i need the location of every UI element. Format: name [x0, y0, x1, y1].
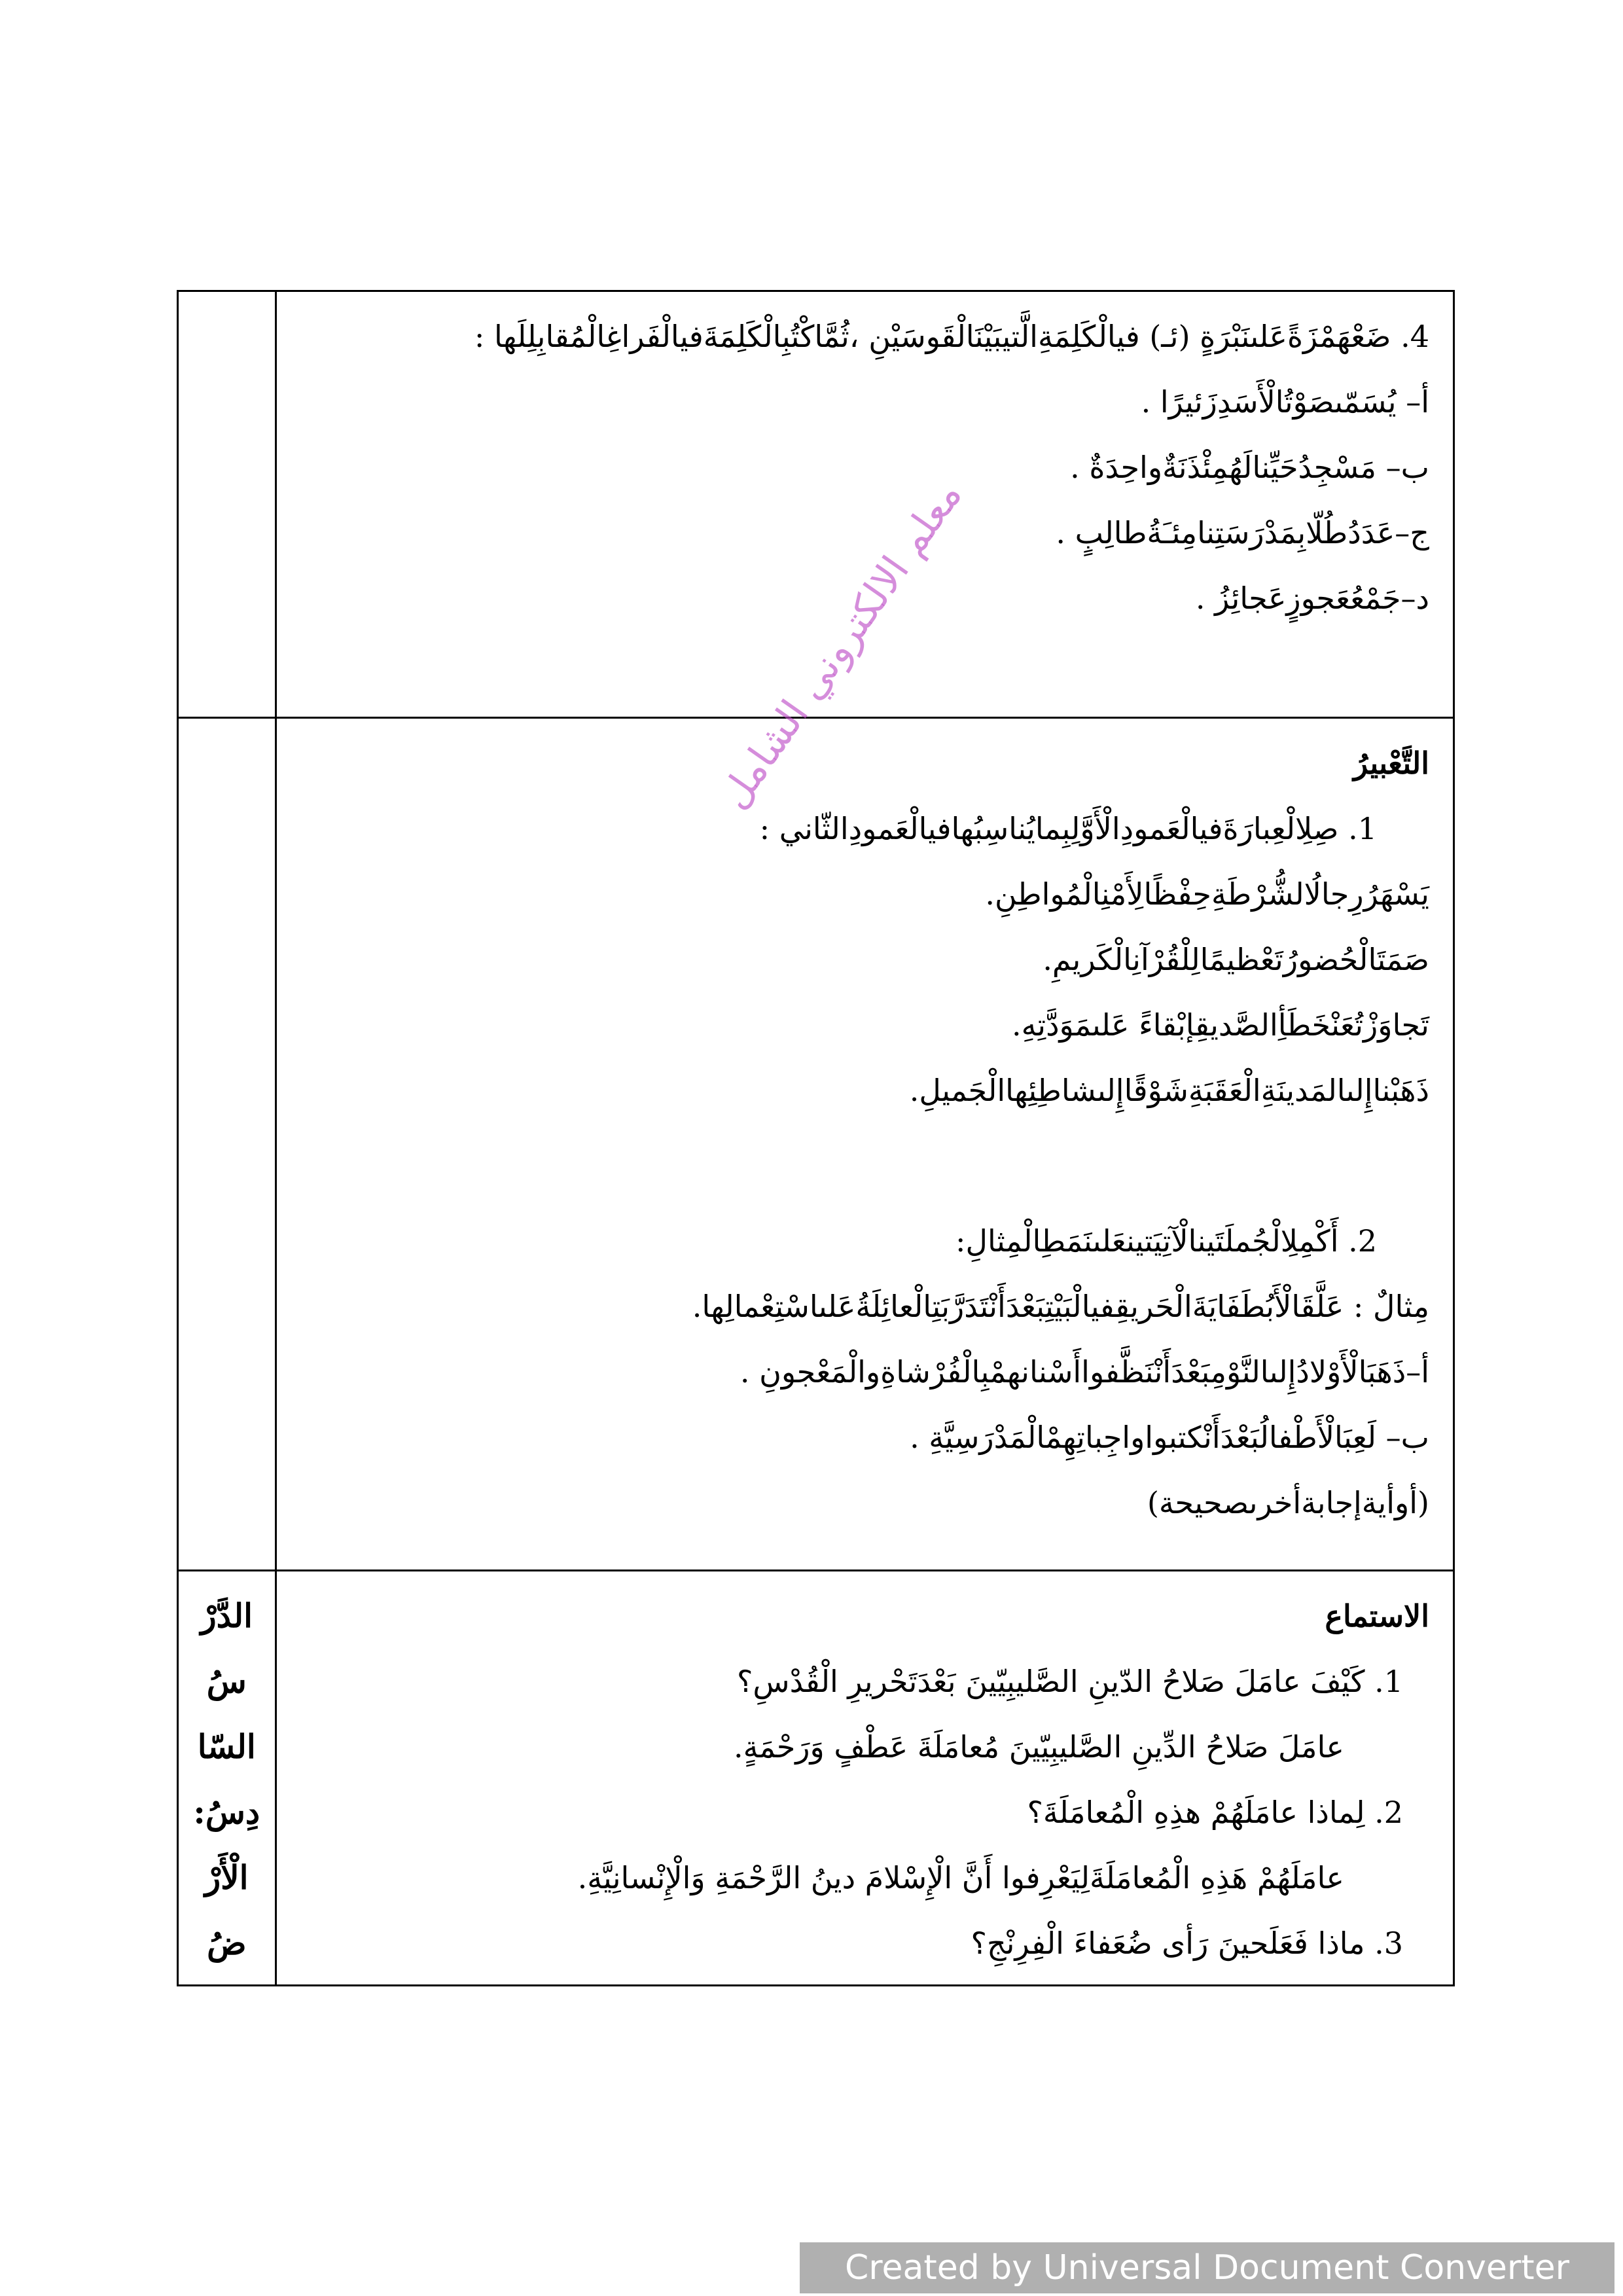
listening-question-1: 1. كَيْفَ عامَلَ صَلاحُ الدّينِ الصَّليبِيّينَ بَعْدَتَحْريرِ الْقُدْسِ؟	[737, 1664, 1403, 1699]
section-hamza-side	[178, 291, 276, 718]
hamza-item-a: أ– يُسَمّىصَوْتُالْأَسَدِزَئيرًا .	[1141, 384, 1429, 420]
lesson-label-part: الدَّرْ	[200, 1596, 253, 1635]
hamza-item-c: ج–عَدَدُطُلّابِمَدْرَسَتِنامِئـَةُطالِبٍ .	[1056, 515, 1429, 550]
matching-item: يَسْهَرُرِجالُالشُّرْطَةِحِفْظًالِأَمْنِالْمُواطِنِ.	[985, 876, 1429, 912]
section-expression-row	[178, 718, 1454, 1571]
watermark-text: معلم الالكتروني الشامل	[711, 473, 971, 817]
listening-title: الاستماع	[1325, 1598, 1429, 1634]
completion-item-b: ب– لَعِبَالْأَطْفالُبَعْدَأَنْكتبواواجِباتِهِمْالْمَدْرَسِيَّةِ .	[910, 1420, 1429, 1455]
hamza-item-b: ب– مَسْجِدُحَيِّنالَهُمِئْذَنَةٌواحِدَةٌ .	[1070, 450, 1429, 485]
listening-answer-1: عامَلَ صَلاحُ الدِّينِ الصَّليبِيّينَ مُعامَلَةَ عَطْفٍ وَرَحْمَةٍ.	[733, 1729, 1344, 1765]
section-hamza-cell	[276, 291, 1454, 718]
lesson-label-part: سُ	[206, 1662, 247, 1700]
worksheet-table	[177, 290, 1455, 1986]
lesson-label-part: السّا	[197, 1727, 256, 1766]
matching-item: تَجاوَزْتُعَنْخَطَأِالصَّديقِإبْقاءً عَلىمَوَدَّتِهِ.	[1011, 1007, 1429, 1043]
converter-footer-badge: Created by Universal Document Converter	[800, 2242, 1614, 2293]
expression-question-2: 2. أَكْمِلِالْجُملَتَينالْآتِيَتينعَلىنَمَطِالْمِثالِ:	[955, 1223, 1377, 1259]
alternative-answer-note: (أوأيةإجابةأخرىصحيحة)	[1147, 1485, 1429, 1520]
section-expression-cell	[276, 718, 1454, 1571]
lesson-label-part: الْأَرْ	[205, 1858, 249, 1897]
listening-answer-2: عامَلَهُمْ هَذِهِ الْمُعامَلَةَلِيَعْرِفوا أَنَّ الْإِسْلامَ دينُ الرَّحْمَةِ وَالْإِنْسانِيَّةِ.	[577, 1860, 1344, 1895]
lesson-label-cell	[178, 1571, 276, 1986]
matching-item: صَمَتَالْحُضورُتَعْظيمًالِلْقُرْآنِالْكَريمِ.	[1043, 942, 1429, 977]
section-listening-cell	[276, 1571, 1454, 1986]
expression-question-1: 1. صِلِالْعِبارَةَفيالْعَمودِالْأَوَّلِبِمايُناسِبُهافيالْعَمودِالثّاني :	[759, 811, 1377, 846]
hamza-instruction: 4. ضَعْهَمْزَةًعَلىنَبْرَةٍ (ئـ) فيالْكَلِمَةِالَّتيبَيْنَالْقَوسَيْنِ ،ثُمَّاكْتُبِالْكَلِمَةَفيالْفَراغِالْمُقابِلِلَها :	[474, 319, 1429, 354]
example-sentence: مِثالٌ : عَلَّقَالْأَبُطَفَايَةَالْحَريقِفيالْبَيْتِبَعْدَأَنْتَدَرَّبَتِالْعائِلَةُعَلىاسْتِعْمالِها.	[692, 1289, 1429, 1324]
listening-question-2: 2. لِماذا عامَلَهُمْ هذِهِ الْمُعامَلَةَ؟	[1027, 1795, 1403, 1830]
completion-item-a: أ–ذَهَبَالْأَوْلادُإِلىالنَّوْمِبَعْدَأَنْنَظَّفواأَسْنانهمْبِالْفُرْشاةِوالْمَعْجونِ .	[740, 1354, 1429, 1390]
matching-item: ذَهَبْناإِلىالمَدينَةِالْعَقَبَةِشَوْقًاإِلىشاطِئِهاالْجَميلِ.	[909, 1073, 1429, 1108]
section-listening-row	[178, 1571, 1454, 1986]
section-expression-side	[178, 718, 276, 1571]
listening-question-3: 3. ماذا فَعَلَحينَ رَأى ضُعَفاءَ الْفِرِنْجِ؟	[971, 1926, 1403, 1961]
expression-title: التَّعْبيرُ	[1353, 745, 1429, 781]
lesson-label	[179, 1571, 275, 1976]
lesson-label-part: دِسُ:	[193, 1793, 260, 1831]
lesson-label-part: ضُ	[207, 1924, 247, 1962]
hamza-item-d: د–جَمْعُعَجوزٍعَجائِزُ .	[1195, 581, 1429, 616]
